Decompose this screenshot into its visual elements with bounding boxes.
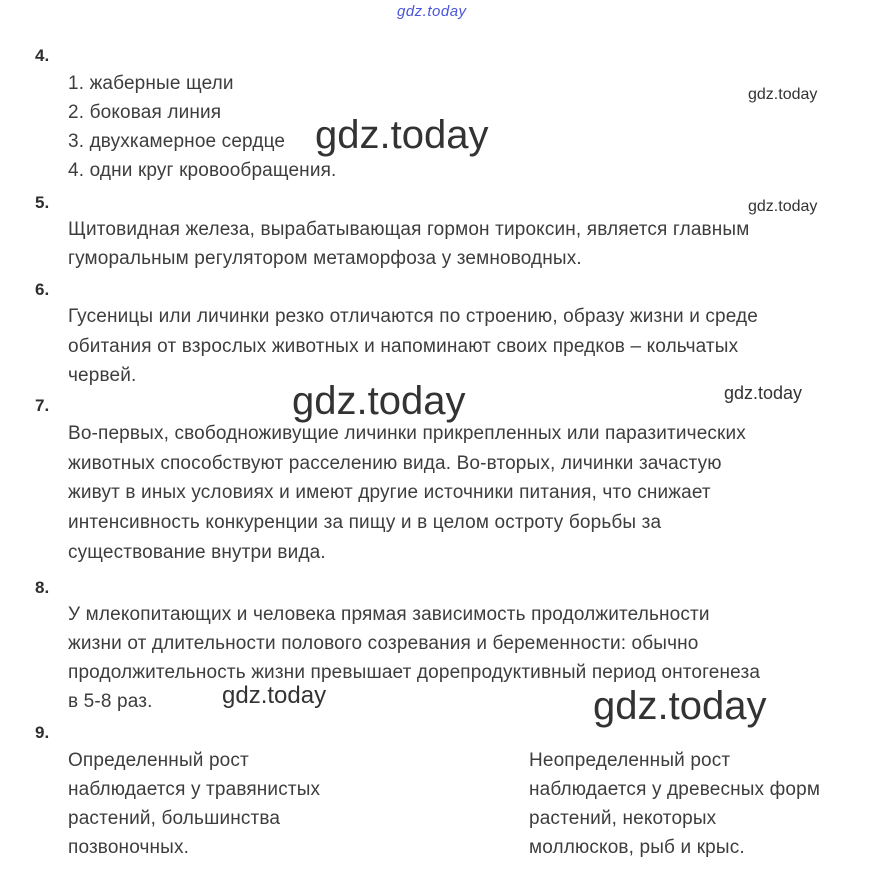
watermark-small-3: gdz.today bbox=[724, 383, 803, 403]
question-number-5: 5. bbox=[35, 193, 50, 212]
q9-left-line-4: позвоночных. bbox=[68, 837, 190, 858]
q4-item-4: 4. одни круг кровообращения. bbox=[68, 160, 337, 181]
q8-line-3: продолжительность жизни превышает дорепродуктивный период онтогенеза bbox=[68, 662, 761, 683]
q8-line-1: У млекопитающих и человека прямая зависимость продолжительности bbox=[68, 604, 710, 625]
q9-left-line-1: Определенный рост bbox=[68, 750, 249, 771]
q5-line-2: гуморальным регулятором метаморфоза у земноводных. bbox=[68, 248, 582, 269]
q9-right-line-2: наблюдается у древесных форм bbox=[529, 779, 821, 800]
q6-line-2: обитания от взрослых животных и напоминают своих предков – кольчатых bbox=[68, 336, 739, 357]
q8-line-4: в 5-8 раз. bbox=[68, 691, 153, 712]
watermark-big-2: gdz.today bbox=[292, 379, 466, 423]
watermark-small-1: gdz.today bbox=[748, 86, 818, 103]
q5-line-1: Щитовидная железа, вырабатывающая гормон тироксин, является главным bbox=[68, 219, 750, 240]
q4-item-2: 2. боковая линия bbox=[68, 102, 222, 123]
q6-line-3: червей. bbox=[68, 365, 137, 386]
watermark-big-3: gdz.today bbox=[593, 684, 767, 728]
watermark-medium: gdz.today bbox=[222, 682, 327, 709]
q9-left-line-3: растений, большинства bbox=[68, 808, 281, 829]
q9-right-line-1: Неопределенный рост bbox=[529, 750, 731, 771]
q4-item-1: 1. жаберные щели bbox=[68, 73, 234, 94]
q7-line-4: интенсивность конкуренции за пищу и в целом остроту борьбы за bbox=[68, 512, 662, 533]
q7-line-1: Во-первых, свободноживущие личинки прикрепленных или паразитических bbox=[68, 423, 746, 444]
question-number-8: 8. bbox=[35, 578, 50, 597]
question-number-6: 6. bbox=[35, 280, 50, 299]
q7-line-2: животных способствуют расселению вида. Во-вторых, личинки зачастую bbox=[68, 453, 722, 474]
q9-right-line-3: растений, некоторых bbox=[529, 808, 717, 829]
question-number-9: 9. bbox=[35, 723, 50, 742]
q8-line-2: жизни от длительности полового созревания и беременности: обычно bbox=[68, 633, 699, 654]
watermark-top: gdz.today bbox=[397, 3, 467, 20]
question-number-7: 7. bbox=[35, 396, 50, 415]
question-number-4: 4. bbox=[35, 46, 50, 65]
q7-line-5: существование внутри вида. bbox=[68, 542, 326, 563]
q4-item-3: 3. двухкамерное сердце bbox=[68, 131, 286, 152]
q7-line-3: живут в иных условиях и имеют другие источники питания, что снижает bbox=[68, 482, 711, 503]
q6-line-1: Гусеницы или личинки резко отличаются по строению, образу жизни и среде bbox=[68, 306, 759, 327]
q9-left-line-2: наблюдается у травянистых bbox=[68, 779, 321, 800]
watermark-small-2: gdz.today bbox=[748, 198, 818, 215]
watermark-big-1: gdz.today bbox=[315, 113, 489, 157]
q9-right-line-4: моллюсков, рыб и крыс. bbox=[529, 837, 745, 858]
